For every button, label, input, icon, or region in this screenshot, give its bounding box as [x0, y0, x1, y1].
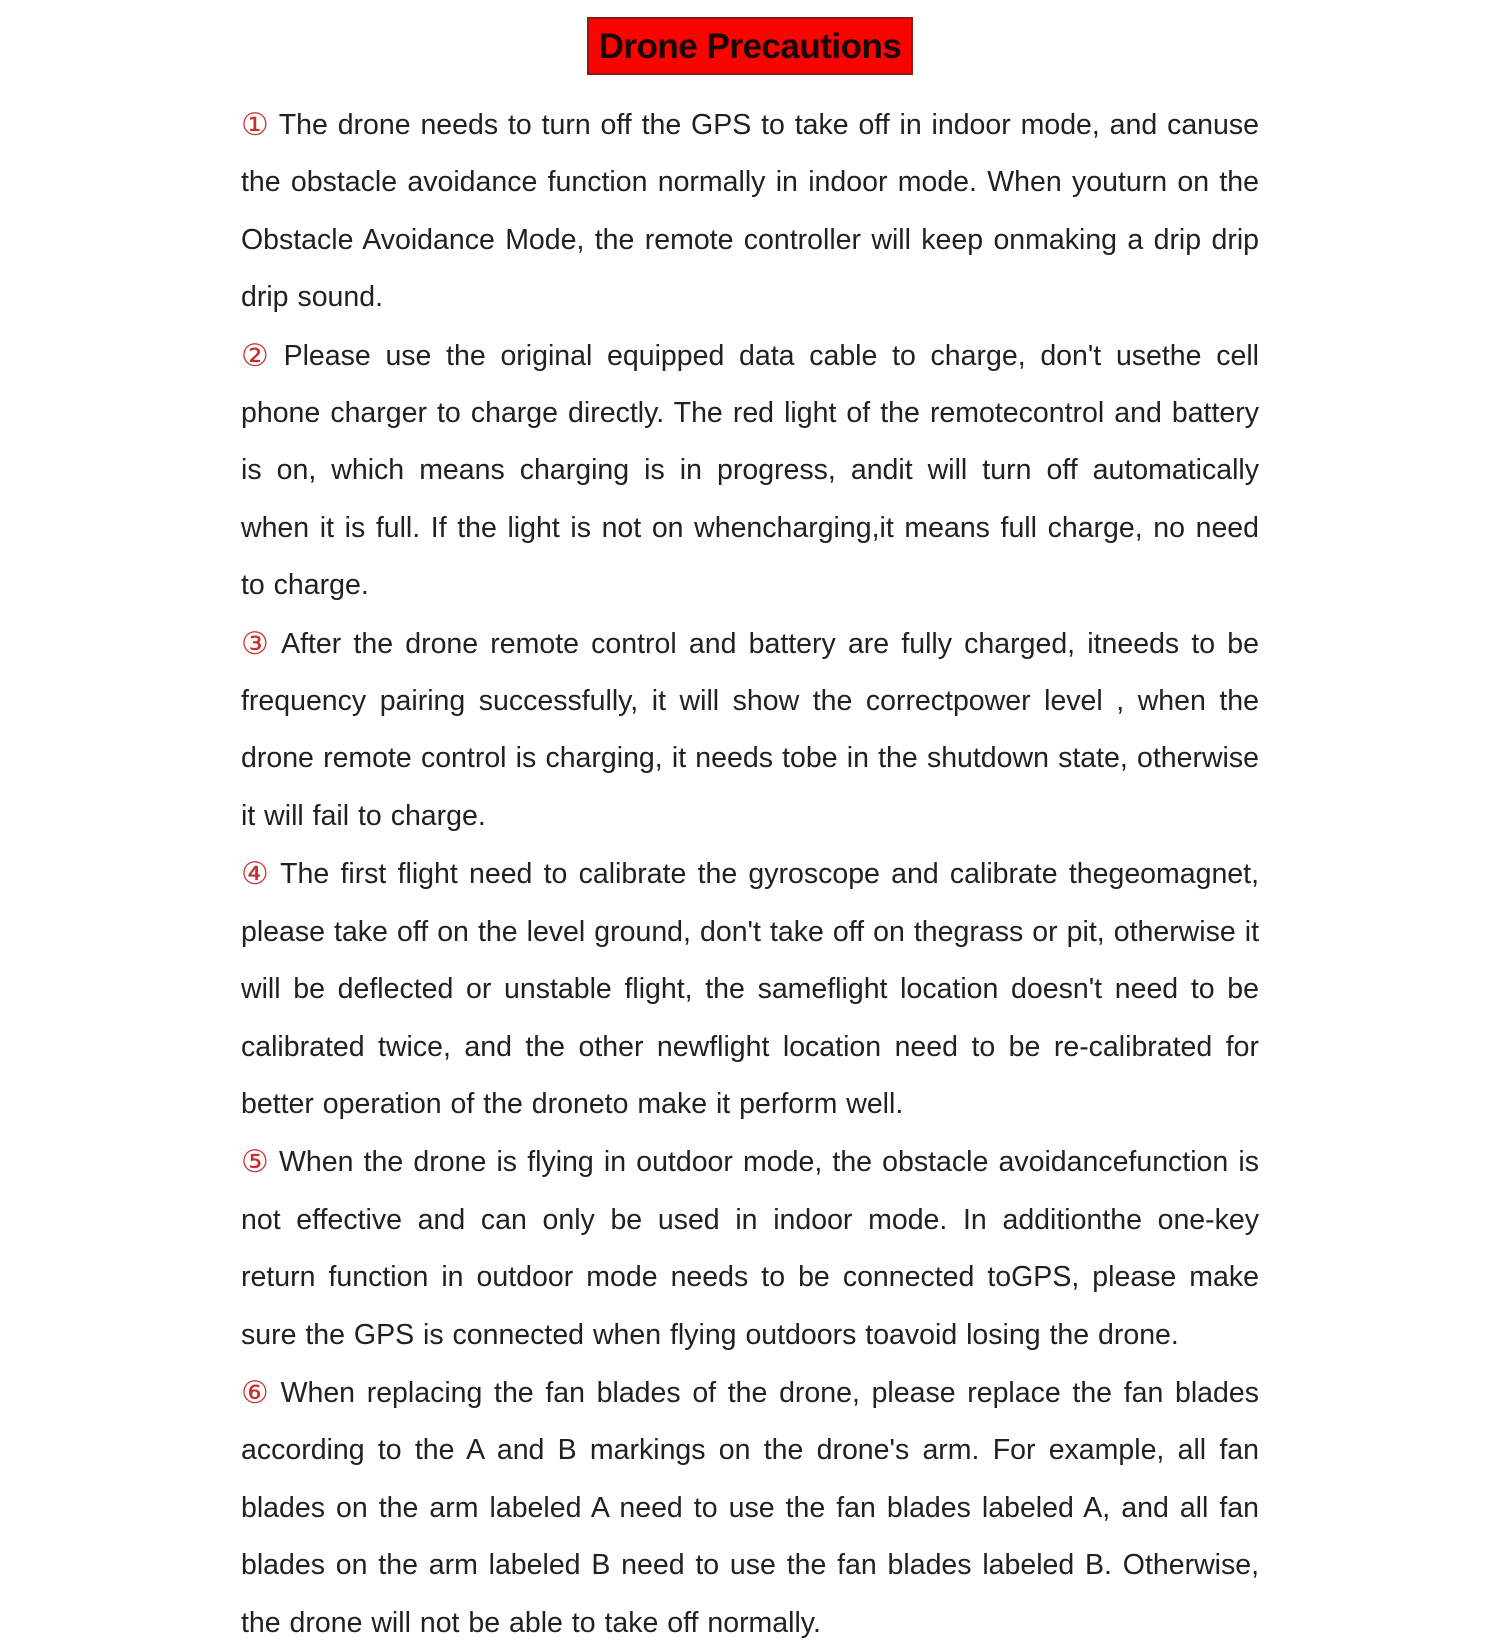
circled-number-4: ④: [241, 856, 272, 893]
circled-number-5: ⑤: [241, 1144, 271, 1181]
precaution-text-1: The drone needs to turn off the GPS to take off in indoor mode, and canuse the obstacle avoidance function normally in indoor mode. When youturn on the Obstacle Avoidance Mode, the remote controller will keep onmaking a drip drip drip sound.: [241, 109, 1259, 314]
precaution-item-2: [241, 327, 1259, 615]
precaution-text-5: When the drone is flying in outdoor mode, the obstacle avoidancefunction is not effective and can only be used in indoor mode. In additionthe one-key return function in outdoor mode needs to be connected toGPS, please make sure the GPS is connected when flying outdoors toavoid losing the drone.: [241, 1146, 1259, 1351]
circled-number-1: ①: [241, 107, 270, 143]
circled-number-3: ③: [241, 625, 273, 662]
precaution-text-6: When replacing the fan blades of the drone, please replace the fan blades according to the A and B markings on the drone's arm. For example, all fan blades on the arm labeled A need to use the fan blades labeled A, and all fan blades on the arm labeled B need to use the fan blades labeled B. Otherwise, the drone will not be able to take off normally.: [241, 1376, 1259, 1639]
precaution-item-4: [241, 845, 1259, 1133]
page-title: Drone Precautions: [587, 17, 914, 75]
precaution-text-2: Please use the original equipped data cable to charge, don't usethe cell phone charger to charge directly. The red light of the remotecontrol and battery is on, which means charging is in progress, andit will turn off automatically when it is full. If the light is not on whencharging,it means full charge, no need to charge.: [241, 339, 1259, 602]
circled-number-2: ②: [241, 337, 275, 374]
precaution-item-6: [241, 1364, 1259, 1652]
precautions-list: [241, 96, 1259, 1652]
precaution-item-3: [241, 615, 1259, 846]
precaution-text-4: The first flight need to calibrate the gyroscope and calibrate thegeomagnet, please take off on the level ground, don't take off on thegrass or pit, otherwise it will be deflected or unstable flight, the sameflight location doesn't need to be calibrated twice, and the other newflight location need to be re-calibrated for better operation of the droneto make it perform well.: [241, 858, 1259, 1120]
precaution-item-1: [241, 96, 1259, 327]
precaution-item-5: [241, 1133, 1259, 1364]
circled-number-6: ⑥: [241, 1374, 272, 1411]
precaution-text-3: After the drone remote control and battery are fully charged, itneeds to be frequency pairing successfully, it will show the correctpower level , when the drone remote control is charging, it needs tobe in the shutdown state, otherwise it will fail to charge.: [241, 627, 1259, 832]
title-row: [0, 0, 1500, 75]
